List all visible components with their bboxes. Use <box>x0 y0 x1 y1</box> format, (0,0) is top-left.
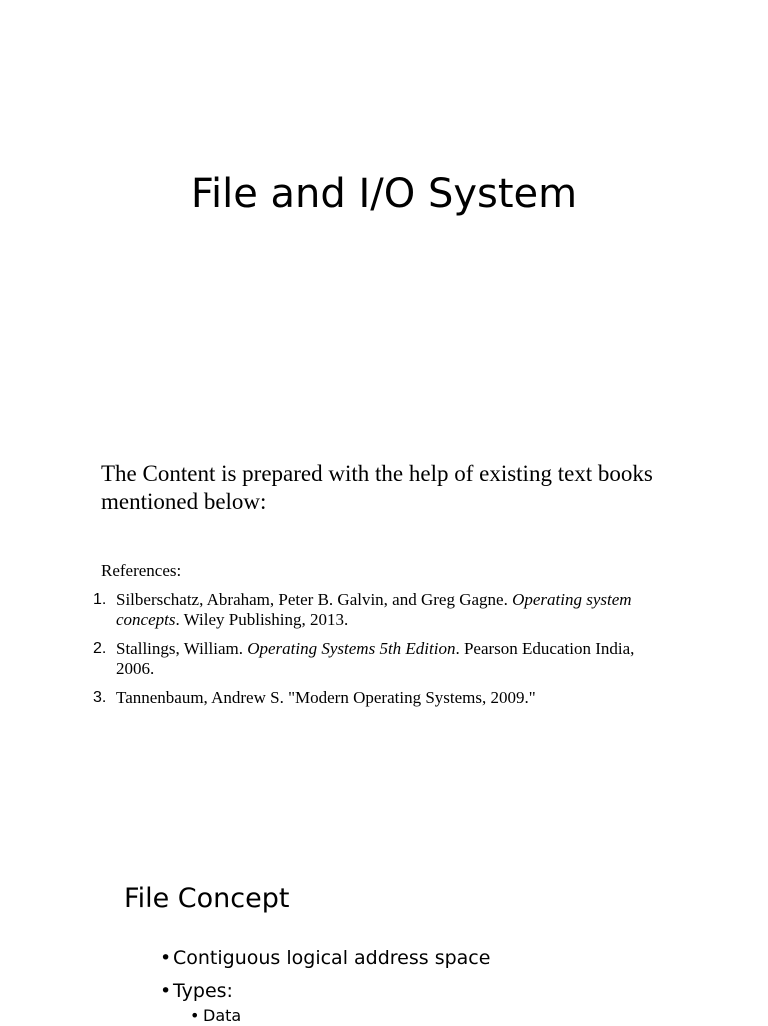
bullet-icon: • <box>190 1006 200 1025</box>
bullet-item <box>160 979 233 1003</box>
bullet-text: Contiguous logical address space <box>173 947 491 969</box>
reference-number: 2. <box>93 640 107 657</box>
intro-text: The Content is prepared with the help of existing text books mentioned below: <box>101 461 653 514</box>
bullet-icon: • <box>160 947 172 969</box>
reference-book-title: Operating Systems 5th Edition <box>247 639 456 658</box>
reference-publisher: . Pearson Education India, 2006. <box>116 639 635 678</box>
reference-publisher: . Wiley Publishing, 2013. <box>175 610 349 629</box>
sub-bullet-item <box>190 1006 241 1026</box>
slide-title: File and I/O System <box>190 171 578 217</box>
reference-number: 1. <box>93 591 107 608</box>
reference-authors: Silberschatz, Abraham, Peter B. Galvin, and Greg Gagne. <box>116 590 513 609</box>
bullet-text: Types: <box>173 980 233 1002</box>
bullet-icon: • <box>160 980 172 1002</box>
references-label: References: <box>101 561 182 580</box>
reference-text <box>116 590 676 630</box>
reference-authors: Stallings, William. <box>116 639 248 658</box>
reference-text <box>116 688 676 708</box>
bullet-item <box>160 946 490 970</box>
reference-book-title: Operating system concepts <box>116 590 632 629</box>
reference-text <box>116 639 676 679</box>
reference-number: 3. <box>93 689 107 706</box>
bullet-text: Data <box>203 1006 242 1025</box>
section-title: File Concept <box>124 883 290 914</box>
reference-authors: Tannenbaum, Andrew S. "Modern Operating Systems, 2009." <box>116 688 536 707</box>
